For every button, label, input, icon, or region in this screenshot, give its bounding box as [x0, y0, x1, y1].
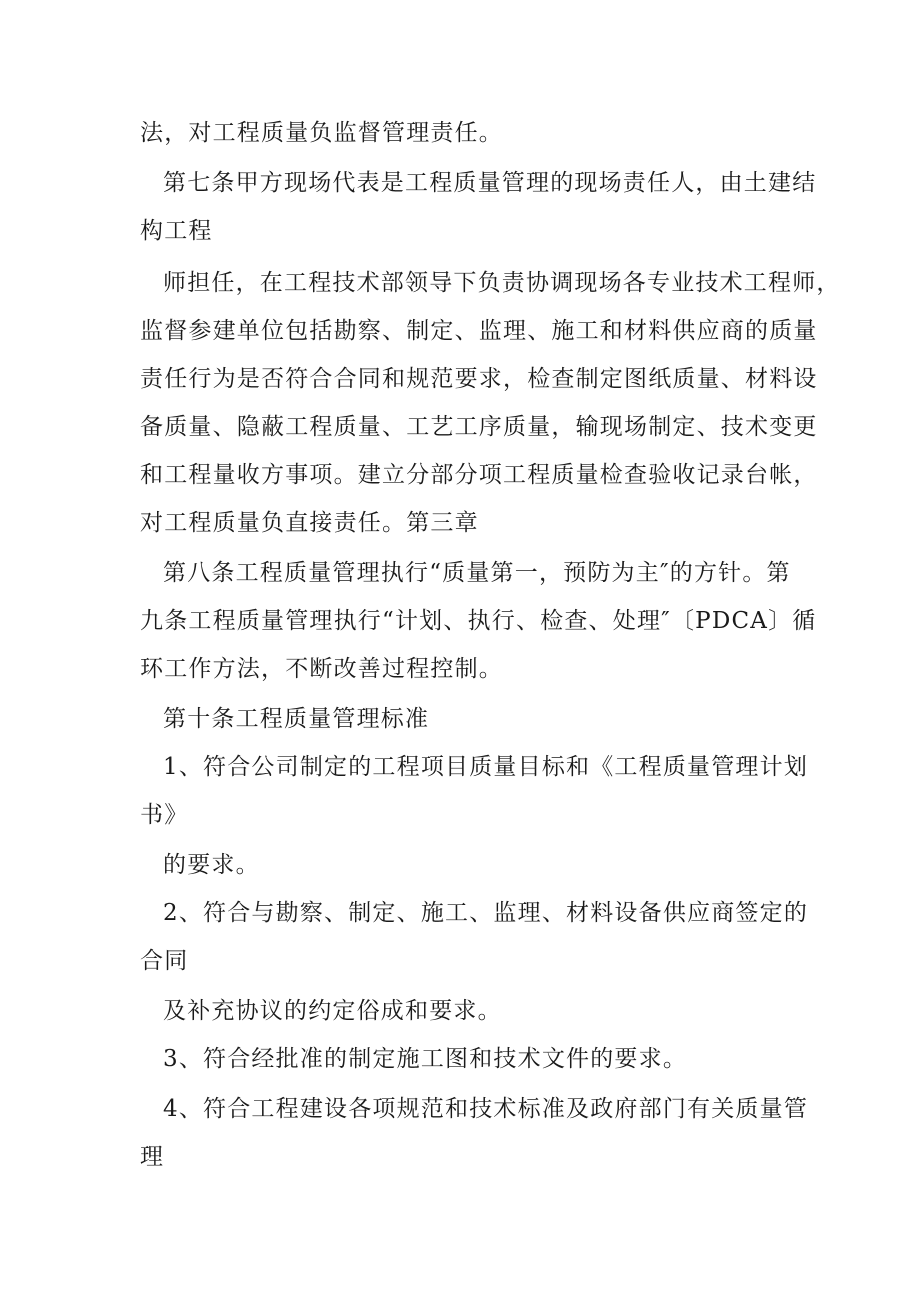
section-heading: 第十条工程质量管理标准 — [163, 706, 430, 732]
list-item: 2、符合与勘察、制定、施工、监理、材料设备供应商签定的 — [163, 900, 809, 926]
text-line: 师担任，在工程技术部领导下负责协调现场各专业技术工程师， — [163, 270, 841, 296]
text-line: 和工程量收方事项。建立分部分项工程质量检查验收记录台帐， — [140, 462, 818, 488]
text-line: 第七条甲方现场代表是工程质量管理的现场责任人，由土建结 — [163, 170, 817, 196]
text-line: 理 — [140, 1144, 165, 1170]
text-line: 环工作方法，不断改善过程控制。 — [140, 656, 503, 682]
text-line: 九条工程质量管理执行“计划、执行、检查、处理″〔PDCA〕循 — [140, 608, 817, 634]
text-line: 合同 — [140, 948, 189, 974]
text-line: 第八条工程质量管理执行“质量第一，预防为主″的方针。第 — [163, 560, 791, 586]
text-line: 的要求。 — [163, 852, 260, 878]
text-line: 法，对工程质量负监督管理责任。 — [140, 120, 503, 146]
list-item: 1、符合公司制定的工程项目质量目标和《工程质量管理计划 — [163, 754, 809, 780]
list-item: 3、符合经批准的制定施工图和技术文件的要求。 — [163, 1046, 688, 1072]
text-line: 书》 — [140, 802, 189, 828]
text-line: 监督参建单位包括勘察、制定、监理、施工和材料供应商的质量 — [140, 318, 818, 344]
text-line: 对工程质量负直接责任。第三章 — [140, 510, 479, 536]
text-line: 构工程 — [140, 218, 213, 244]
list-item: 4、符合工程建设各项规范和技术标准及政府部门有关质量管 — [163, 1096, 809, 1122]
text-line: 备质量、隐蔽工程质量、工艺工序质量，输现场制定、技术变更 — [140, 414, 818, 440]
text-line: 责任行为是否符合合同和规范要求，检查制定图纸质量、材料设 — [140, 366, 818, 392]
text-line: 及补充协议的约定俗成和要求。 — [163, 998, 502, 1024]
